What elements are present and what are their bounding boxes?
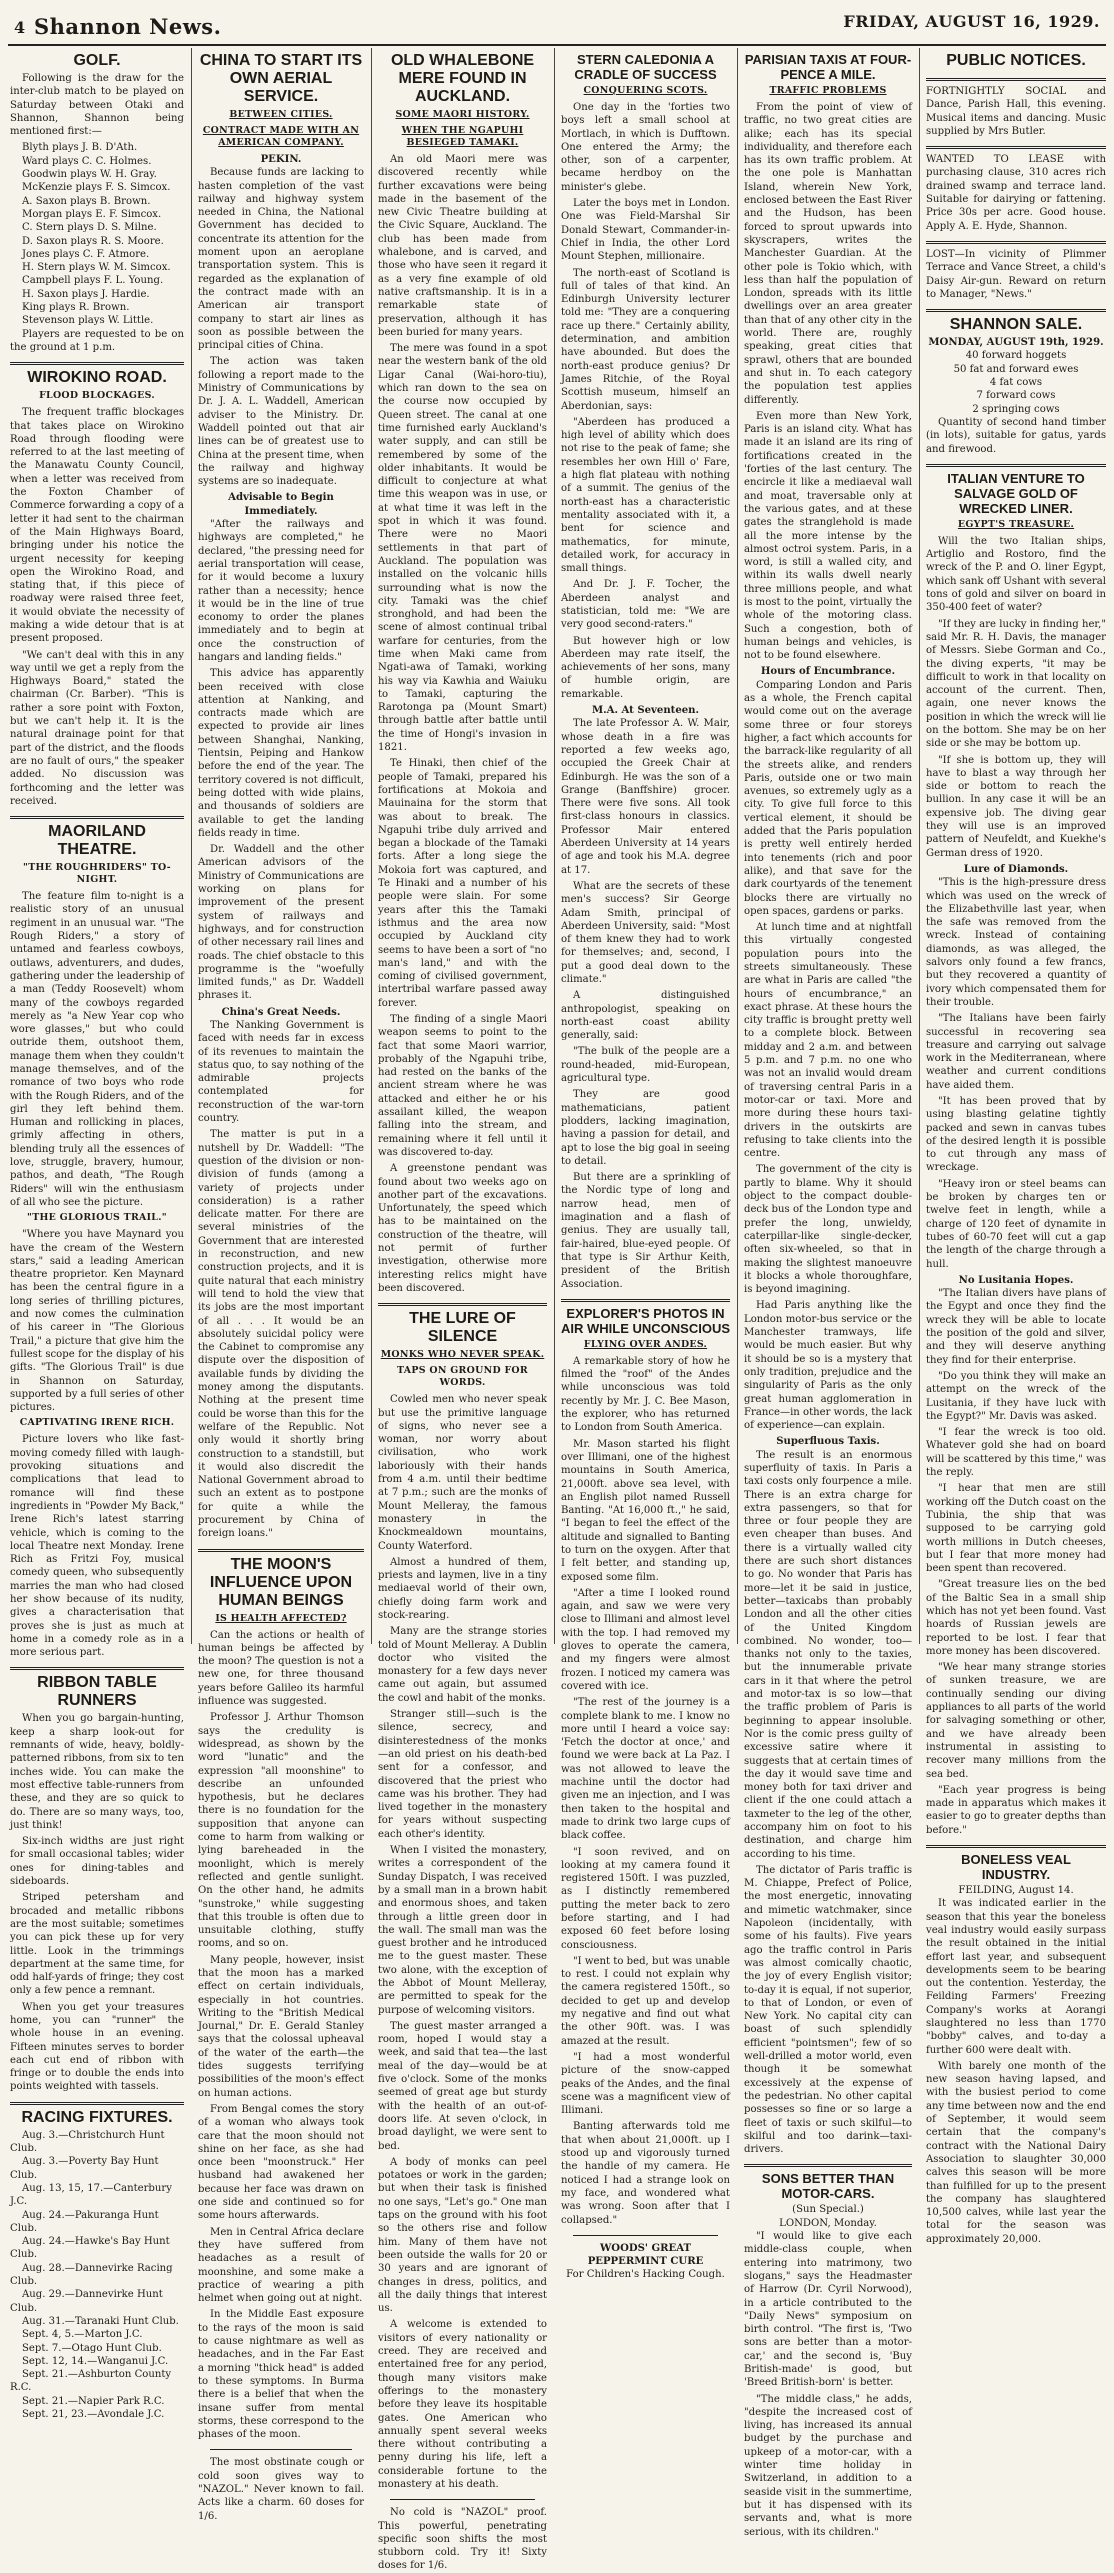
article-text: "It has been proved that by using blasting gelatine tightly packed and sewn in canvas tubes of the desired length it is possible to cut through any mass of wreckage. <box>926 1096 1106 1174</box>
article-text: "I fear the wreck is too old. Whatever gold she had on board will be scattered by this time," was the reply. <box>926 1427 1106 1479</box>
article-text: Te Hinaki, then chief of the people of Tamaki, prepared his fortifications at Mokoia and Mauinaina for the storm that was about to break. The Ngapuhi tribe duly arrived and began a blockade of the Tamaki forts. After a long siege the Mokoia fort was captured, and Te Hinaki and a number of his people were slain. For some years after this the Tamaki isthmus and the area now occupied by Auckland city seems to have been a sort of "no man's land," and with the coming of civilised government, intertribal warfare passed away forever. <box>378 758 547 1009</box>
masthead-rule <box>8 44 1106 46</box>
article-text: "I hear that men are still working off the Dutch coast on the Tubinia, the ship that was supposed to be carrying gold worth millions in Dutch cheeses, but I fear that more money had been spent than recovered. <box>926 1483 1106 1575</box>
subheading: CONTRACT MADE WITH AN AMERICAN COMPANY. <box>202 125 360 148</box>
article-text: Striped petersham and brocaded and metallic ribbons are the most suitable; sometimes you can pick these up for very little. Look in the trimmings department at the same time, for odd half-yards of fringe; they cost only a few pence a remnant. <box>10 1892 184 1997</box>
sale-date: MONDAY, AUGUST 19th, 1929. <box>928 337 1104 349</box>
article-text: The feature film to-night is a realistic story of an unusual regiment in an unusual war. "The Rough Riders," a story of untamed and fearless cowboys, outlaws, adventurers, and dudes, gathering under the leadership of a man (Teddy Roosevelt) whom many of the cowboys regarded merely as "a New Year cop who wore glasses," but who could outride them, outshoot them, manage them when they couldn't manage themselves, and of the romance of two boys who rode with the Rough Riders, and of the girl they left behind them. Human and rollicking in places, grimly affecting in others, blending truly all the essences of love, struggle, bravery, humour, pathos, and death, "The Rough Riders" will win the enthusiasm of all who see the picture. <box>10 891 184 1208</box>
headline: SONS BETTER THAN MOTOR-CARS. <box>761 2171 895 2202</box>
headline: OLD WHALEBONE MERE FOUND IN AUCKLAND. <box>390 52 535 105</box>
dateline: LONDON, Monday. <box>779 2217 877 2229</box>
column-rule <box>737 48 738 1644</box>
article-text: Later the boys met in London. One was Field-Marshal Sir Donald Stewart, Commander-in-Chief in India, the other Lord Mount Stephen, millionaire. <box>561 198 730 263</box>
article-lure-of-silence <box>378 1310 547 2491</box>
article-text: It was indicated earlier in the season that this year the boneless veal industry would easily surpass the result obtained in the initial effort last year, and subsequent developments seem to be bearing out the contention. Yesterday, the Feilding Farmers' Freezing Company's works at Aorangi slaughtered no less than 1770 "bobby" calves, and to-day a further 600 were dealt with. <box>926 1898 1106 2056</box>
article-text: This advice has apparently been received with close attention at Nanking, and contracts made which are expected to provide air lines between Shanghai, Nanking, Tientsin, Peiping and Hankow before the end of the year. The territory covered is not difficult, being dotted with wide plains, and thousands of soldiers are available to get the landing fields ready in time. <box>198 668 364 839</box>
column-5 <box>744 48 913 2538</box>
subheading: M.A. At Seventeen. <box>591 705 700 717</box>
racing-fixture: Aug. 3.—Poverty Bay Hunt Club. <box>10 2156 159 2181</box>
racing-fixture: Aug. 24.—Hawke's Bay Hunt Club. <box>10 2236 170 2261</box>
subheading: No Lusitania Hopes. <box>958 1274 1074 1286</box>
golf-pairing: A. Saxon plays B. Brown. <box>22 195 151 207</box>
section-rule <box>561 1299 730 1302</box>
page-number: 4 <box>14 18 26 37</box>
article-text: "I had a most wonderful picture of the snow-capped peaks of the Andes, and the final scene was a magnificent view of Illimani. <box>561 2051 730 2117</box>
racing-fixture: Sept. 21.—Ashburton County R.C. <box>10 2369 172 2394</box>
article-text: Many people, however, insist that the moon has a marked effect on certain individuals, especially in hot countries. Writing to the "British Medical Journal," Dr. E. Gerald Stanley says that the colossal upheaval of the water of the earth—the tides suggests terrifying possibilities of the moon's effect on human actions. <box>198 1954 364 2099</box>
article-whalebone-mere <box>378 52 547 1295</box>
racing-fixture: Aug. 24.—Pakuranga Hunt Club. <box>10 2209 159 2234</box>
article-text: "The Italians have been fairly successful in recovering sea treasure and carrying out salvage work in the Mediterranean, where weather and current conditions have aided them. <box>926 1013 1106 1091</box>
section-rule <box>378 1303 547 1306</box>
nazol-advertisement: No cold is "NAZOL" proof. This powerful, penetrating specific soon shifts the most stubborn cold. Try it! Sixty doses for 1/6. <box>378 2507 547 2572</box>
section-rule <box>744 2164 912 2167</box>
article-text: Quantity of second hand timber (in lots), suitable for gatus, yards and firewood. <box>926 416 1106 455</box>
article-text: "This is the high-pressure dress which was used on the wreck of the Elizabethville last year, when the safe was removed from the wreck. Instead of containing diamonds, as was alleged, the salvors only found a few francs, but they recovered a quantity of ivory which compensated them for their trouble. <box>926 877 1106 1008</box>
article-text: And Dr. J. F. Tocher, the Aberdeen analyst and statistician, told me: "We are very good second-raters." <box>561 579 730 631</box>
headline: BONELESS VEAL INDUSTRY. <box>961 1852 1071 1883</box>
article-golf <box>10 52 184 354</box>
article-text: "The rest of the journey is a complete blank to me. I know no more until I heard a voice say: 'Fetch the doctor at once,' and found we were back at La Paz. I was not allowed to leave the machine until the doctor had given me an injection, and I was then taken to the hospital and made to drink two large cups of black coffee. <box>561 1697 730 1842</box>
sale-item: 7 forward cows <box>976 390 1056 402</box>
section-rule <box>926 241 1106 244</box>
article-text: Many are the strange stories told of Mount Melleray. A Dublin doctor who visited the monastery for a few days never came out again, but assumed the cowl and habit of the monks. <box>378 1626 547 1704</box>
paper-name: Shannon News. <box>34 14 222 39</box>
column-1 <box>10 48 184 2421</box>
headline: ITALIAN VENTURE TO SALVAGE GOLD OF WRECKED LINER. <box>947 470 1085 516</box>
article-maoriland-theatre <box>10 823 184 1659</box>
section-rule <box>926 309 1106 312</box>
headline: PUBLIC NOTICES. <box>946 52 1086 69</box>
source-line: (Sun Special.) <box>792 2204 864 2216</box>
article-text: What are the secrets of these men's success? Sir George Adam Smith, principal of Aberdeen University, said: "Most of them knew they had to work for themselves; and, second, I put a good deal down to the climate." <box>561 880 730 985</box>
article-text: The dictator of Paris traffic is M. Chiappe, Prefect of Police, the most energetic, innovating and mimetic watchmaker, since Napoleon (incidentally, with some of his faults). Five years ago the traffic control in Paris was almost comically chaotic, the joy of every English visitor; to-day it is equal, if not superior, to that of London, or even of New York. No capital city can boast of such splendidly efficient "pointsmen"; few of so well-drilled a motor world, even though it be somewhat excessively at the expense of the pedestrian. No other capital possesses so fine or so large a fleet of taxis or such skilful—to skilful and too darink—taxi-drivers. <box>744 1864 912 2156</box>
article-text: "After the railways and highways are completed," he declared, "the pressing need for aerial transportation will cease, for it would become a luxury rather than a necessity; hence it would be in the line of true economy to order the planes immediately and to begin at once the construction of hangars and landing fields." <box>198 519 364 663</box>
headline: EXPLORER'S PHOTOS IN AIR WHILE UNCONSCIOUS <box>561 1305 730 1336</box>
sale-item: 40 forward hoggets <box>965 350 1067 362</box>
article-text: Cowled men who never speak but use the primitive language of signs, who never see a woman, nor worry about civilisation, who work laboriously with their hands from 4 a.m. until their bedtime at 7 p.m.; such are the monks of Mount Melleray, the famous monastery in the Knockmealdown mountains, County Waterford. <box>378 1394 547 1552</box>
article-text: The late Professor A. W. Mair, whose death in a fire was reported a few weeks ago, occupied the Greek Chair at Edinburgh. He was the son of a Grange (Banffshire) grocer. There were five sons. All took first-class honours in classics. Professor Mair entered Aberdeen University at 14 years of age and took his M.A. degree at 17. <box>561 718 730 876</box>
golf-pairing: D. Saxon plays R. S. Moore. <box>22 235 164 247</box>
column-2 <box>198 48 364 2522</box>
subheading: FLYING OVER ANDES. <box>583 1338 708 1350</box>
article-text: Dr. Waddell and the other American advisors of the Ministry of Communications are working on plans for improvement of the present system of railways and highways, and for construction of other necessary rail lines and roads. The chief obstacle to this programme is the "woefully limited funds," as Dr. Waddell phrases it. <box>198 844 364 1002</box>
racing-fixture: Sept. 4, 5.—Marton J.C. <box>22 2329 143 2341</box>
article-text: The mere was found in a spot near the western bank of the old Ligar Canal (Wai-horo-tiu), which ran down to the sea on the course now occupied by Queen street. The canal at one time furnished early Auckland's water supply, and can still be remembered by some of the older inhabitants. It would be difficult to conjecture at what time this weapon was in use, or at what time it was left in the spot in which it was found. There were no Maori settlements in that part of Auckland. The population was installed on the volcanic hills surrounding what is now the city. Tamaki was the chief stronghold, and had been the scene of almost continual tribal warfare for centuries, from the time when Maki came from Ngati-awa of Tamaki, working his way via Kawhia and Waiuku to Tamaki, capturing the Rarotonga pa (Mount Smart) through battle after battle until the time of Hongi's invasion in 1821. <box>378 343 547 754</box>
subheading: TAPS ON GROUND FOR WORDS. <box>397 1365 528 1389</box>
column-4 <box>561 48 730 2281</box>
article-text: Comparing London and Paris as a whole, the French capital would come out on the average some three or four storeys higher, a fact which accounts for the barrack-like regularity of all the streets alike, and renders Paris, outside one or two main avenues, so extremely ugly as a city. To give full force to this vertical element, it should be added that the Paris population is pretty well entirely herded into tenements (rich and poor alike), and that save for the dark courtyards of the tenement blocks there are virtually no open spaces, gardens or parks. <box>744 679 912 917</box>
section-rule <box>926 78 1106 81</box>
article-text: But however high or low Aberdeen may rate itself, the achievements of her sons, many of humble origin, are remarkable. <box>561 635 730 700</box>
nazol-advertisement: The most obstinate cough or cold soon gives way to "NAZOL." Never known to fail. Acts like a charm. 60 doses for 1/6. <box>198 2457 364 2522</box>
article-text: The finding of a single Maori weapon seems to point to the fact that some Maori warrior, probably of the Ngapuhi tribe, had rested on the banks of the ancient stream where he was attacked and either he or his assailant killed, the weapon falling into the stream, and remaining where it fell until it was discovered to-day. <box>378 1014 547 1158</box>
racing-fixture: Aug. 29.—Dannevirke Hunt Club. <box>10 2289 163 2314</box>
golf-pairing: Campbell plays F. L. Young. <box>22 275 164 287</box>
subheading: IS HEALTH AFFECTED? <box>215 1612 347 1624</box>
article-ribbon-runners <box>10 1674 184 2093</box>
article-text: A remarkable story of how he filmed the "roof" of the Andes while unconscious was told recently by Mr. J. C. Bee Mason, the explorer, who has returned to London from South America. <box>561 1355 730 1434</box>
section-rule <box>10 1667 184 1670</box>
article-text: An old Maori mere was discovered recently while further excavations were being made in the basement of the new Civic Theatre building at the Civic Square, Auckland. The club has been made from whalebone, and is carved, and those who have seen it regard it as a very fine example of old native craftsmanship. It is in a remarkable state of preservation, although it has been buried for many years. <box>378 154 547 338</box>
article-text: "The bulk of the people are a round-headed, mid-European, agricultural type. <box>561 1046 730 1085</box>
column-rule <box>371 48 372 1644</box>
section-rule <box>573 2235 718 2236</box>
section-rule <box>10 816 184 819</box>
article-text: Six-inch widths are just right for small occasional tables; wider ones for dining-tables and sideboards. <box>10 1836 184 1888</box>
article-text: But there are a sprinkling of the Nordic type of long and narrow head, men of imagination and a flash of genius. They are usually tall, fair-haired, blue-eyed people. Of that type is Sir Arthur Keith, president of the British Association. <box>561 1172 730 1290</box>
article-text: When you go bargain-hunting, keep a sharp look-out for remnants of wide, heavy, boldly-patterned ribbons, from six to ten inches wide. You can make the most effective table-runners from these, and they are so quick to do. There are so many ways, too, just think! <box>10 1713 184 1831</box>
golf-pairing: Jones plays C. F. Atmore. <box>22 248 150 260</box>
article-wirokino <box>10 369 184 808</box>
racing-fixture: Sept. 12, 14.—Wanganui J.C. <box>22 2355 169 2367</box>
subheading: BETWEEN CITIES. <box>229 109 333 120</box>
golf-draw-list <box>10 141 184 327</box>
section-rule <box>10 2102 184 2105</box>
dateline: PEKIN. <box>260 154 302 165</box>
dateline: FEILDING, August 14. <box>958 1885 1074 1897</box>
article-text: Will the two Italian ships, Artiglio and Rostoro, find the wreck of the P. and O. liner Egypt, which sank off Ushant with several tons of gold and silver on board in 350-400 feet of water? <box>926 535 1106 614</box>
golf-pairing: C. Stern plays D. S. Milne. <box>22 222 157 234</box>
racing-fixture: Aug. 13, 15, 17.—Canterbury J.C. <box>10 2182 172 2208</box>
article-text: Banting afterwards told me that when about 21,000ft. up I stood up and vigorously turned the handle of my camera. He noticed I had a strange look on my face, and wondered what was wrong. Soon after that I collapsed." <box>561 2121 730 2226</box>
headline: MAORILAND THEATRE. <box>48 823 146 859</box>
article-text: Even more than New York, Paris is an island city. What has made it an island are its ring of fortifications created in the 'forties of the last century. The encircle it like a mediaeval wall and moat, traversable only at the various gates, and at these gates the stranglehold is made all the more intense by the almost octroi system. Paris, in a word, is still a walled city, and within its walls dwell nearly three millions people, and what is most to the point, virtually the whole of the motoring class. Such a congestion, both of human beings and vehicles, is not to be found elsewhere. <box>744 410 912 662</box>
headline: THE LURE OF SILENCE <box>409 1310 516 1346</box>
article-text: Following is the draw for the inter-club match to be played on Saturday between Otaki and Shannon, Shannon being mentioned first:— <box>10 73 184 138</box>
golf-pairing: Stevenson plays W. Little. <box>22 315 154 327</box>
subheading: FLOOD BLOCKAGES. <box>39 390 155 402</box>
golf-pairing: Ward plays C. C. Holmes. <box>22 155 152 167</box>
golf-pairing: Blyth plays J. B. D'Ath. <box>22 142 138 154</box>
article-text: "We can't deal with this in any way until we get a reply from the Highways Board," stated the chairman (Cr. Barber). "This is rather a sore point with Foxton, but we can't help it. It is the natural drainage point for that part of the district, and the floods are no fault of ours," the speaker added. No discussion was forthcoming and the letter was received. <box>10 649 184 807</box>
racing-fixture: Aug. 3.—Christchurch Hunt Club. <box>10 2129 165 2155</box>
article-text: One day in the 'forties two boys left a small school at Mortlach, in which is Dufftown. One entered the Army; the other, son of a carpenter, became herdboy on the minister's glebe. <box>561 102 730 193</box>
notice-social: FORTNIGHTLY SOCIAL and Dance, Parish Hall, this evening. Musical items and dancing. Music supplied by Mrs Butler. <box>926 86 1106 137</box>
column-rule <box>919 48 920 1644</box>
subheading: SOME MAORI HISTORY. <box>395 109 530 120</box>
column-3 <box>378 48 547 2572</box>
racing-fixture: Sept. 21, 23.—Avondale J.C. <box>22 2409 165 2421</box>
column-rule <box>191 48 192 1644</box>
public-notices <box>926 52 1106 301</box>
subheading: "THE ROUGHRIDERS" TO-NIGHT. <box>23 862 171 886</box>
subheading: WHEN THE NGAPUHI BESIEGED TAMAKI. <box>401 125 524 148</box>
article-text: Stranger still—such is the silence, secrecy, and disinterestedness of the monks—an old priest on his death-bed sent for a confessor, and discovered that the priest who came was his brother. They had lived together in the monastery for years without suspecting each other's identity. <box>378 1709 547 1840</box>
headline: THE MOON'S INFLUENCE UPON HUMAN BEINGS <box>209 1555 353 1609</box>
notice-wanted-to-lease: WANTED TO LEASE with purchasing clause, 310 acres rich drained swamp and terrace land. Suitable for dairying or fattening. Price 30s per acre. Good house. Apply A. E. Hyde, Shannon. <box>926 154 1106 232</box>
headline: RACING FIXTURES. <box>21 2108 173 2126</box>
subheading: "THE GLORIOUS TRAIL." <box>27 1212 167 1224</box>
article-explorer-photos <box>561 1306 730 2227</box>
article-text: Had Paris anything like the London motor-bus service or the Manchester tramways, life would be much easier. But why it should be so is a mystery that only tradition, prejudice and the singularity of Paris as the only great human agglomeration in France—in other words, the lack of experience—can explain. <box>744 1300 913 1432</box>
sale-item: 4 fat cows <box>989 377 1043 389</box>
article-text: In the Middle East exposure to the rays of the moon is said to cause nightmare as well as headaches, and in the Far East a morning "thick head" is added to these symptoms. In Burma there is a belief that when the insane suffer from mental storms, these correspond to the phases of the moon. <box>198 2309 364 2441</box>
article-text: From Bengal comes the story of a woman who always took care that the moon should not shine on her face, as she had once been "moonstruck." Her husband had awakened her because her face was drawn on one side and continued so for some hours afterwards. <box>198 2103 364 2222</box>
article-text: "I went to bed, but was unable to rest. I could not explain why the camera registered 150ft., so decided to get up and develop my negative and find out what the other 90ft. was. I was amazed at the result. <box>561 1955 730 2047</box>
section-rule <box>390 2499 535 2500</box>
column-rule <box>554 48 555 1644</box>
notice-lost-airgun: LOST—In vicinity of Plimmer Terrace and Vance Street, a child's Daisy Air-gun. Reward on return to Manager, "News." <box>926 248 1106 300</box>
article-text: When you get your treasures home, you can "runner" the whole house in an evening. Fifteen minutes serves to border each cut end of ribbon with fringe or to double the ends into points weighted with tassels. <box>10 2001 184 2093</box>
article-racing-fixtures <box>10 2109 184 2422</box>
racing-fixture: Sept. 7.—Otago Hunt Club. <box>22 2342 162 2354</box>
article-text: At lunch time and at nightfall this virtually congested population pours into the streets simultaneously. These are what in Paris are called "the hours of encumbrance," an exact phrase. At these hours the city traffic is brought pretty well to a complete block. Between midday and 2 a.m. and between 5 p.m. and 7 p.m. no one who was not an invalid would dream of traversing central Paris in a motor-car or taxi. More and more during these hours taxi-drivers in the outskirts are refusing to take clients into the centre. <box>744 922 912 1160</box>
golf-pairing: McKenzie plays F. S. Simcox. <box>22 182 171 194</box>
article-text: A body of monks can peel potatoes or work in the garden; but when their task is finished no one says, "Let's go." One man taps on the ground with his foot so the others rise and follow him. Many of them have not been outside the walls for 20 or 30 years and are ignorant of changes in dress, politics, and all the daily things that interest us. <box>378 2156 547 2315</box>
golf-pairing: Morgan plays E. F. Simcox. <box>22 208 162 220</box>
article-moon-influence <box>198 1556 364 2442</box>
golf-pairing: H. Stern plays W. M. Simcox. <box>22 262 171 274</box>
article-text: Mr. Mason started his flight over Illimani, one of the highest mountains in South America, 21,000ft. above sea level, with an English pilot named Russell Banting. "At 16,000 ft.," he said, "I began to feel the effect of the altitude and signalled to Banting to turn on the oxygen. After that I felt better, and standing up, exposed some film. <box>561 1438 730 1583</box>
article-boneless-veal <box>926 1852 1106 2246</box>
article-text: The action was taken following a report made to the Ministry of Communications by Dr. J. A. L. Waddell, American adviser to the Ministry. Dr. Waddell pointed out that air lines can be of greatest use to China at the present time, when the railway and highway systems are so inadequate. <box>198 356 364 488</box>
article-text: "Do you think they will make an attempt on the wreck of the Lusitania, if they have luck with the Egypt?" Mr. Davis was asked. <box>926 1370 1106 1422</box>
article-text: From the point of view of traffic, no two great cities are alike; each has its special individuality, and therefore each has its own traffic problem. At the one pole is Manhattan Island, wherein New York, enclosed between the East River and the Hudson, has been forced to sprout upwards into skyscrapers, writes the Manchester Guardian. At the other pole is Tokio which, with less than half the population of London, spreads with its little dwellings over an area greater than that of any other city in the world. There are, roughly speaking, great cities that sprawl, others that are bounded and shut in. To each category the population test applies differently. <box>744 102 912 406</box>
article-text: "Aberdeen has produced a high level of ability which does not rise to the peak of fame; she resembles her own Hill o' Fare, a high flat plateau with nothing of a summit. The genius of the north-east has a characteristic mentality associated with it, a bent for science and mathematics, for minute, detailed work, for accuracy in small things. <box>561 416 730 575</box>
golf-pairing: H. Saxon plays J. Hardie. <box>22 288 150 300</box>
article-text: "If she is bottom up, they will have to blast a way through her side or bottom to reach the bullion. In any case it will be an expensive job. The diving gear they will use is an improved pattern of Neufeldt, and Kuekhe's German dress of 1920. <box>926 754 1106 859</box>
headline: PARISIAN TAXIS AT FOUR-PENCE A MILE. <box>744 52 912 82</box>
article-italian-venture <box>926 471 1106 1837</box>
headline: GOLF. <box>73 52 121 69</box>
masthead <box>0 4 1114 44</box>
article-text: "Each year progress is being made in apparatus which makes it easier to go to greater depths than before." <box>926 1784 1106 1836</box>
article-text: Can the actions or health of human beings be affected by the moon? The question is not a new one, for three thousand years before Galileo its harmful influence was suggested. <box>198 1629 364 1708</box>
subheading: TRAFFIC PROBLEMS <box>769 85 887 96</box>
article-text: Professor J. Arthur Thomson says the credulity is widespread, as shown by the word "lunatic" and the expression "all moonshine" to describe an unfounded hypothesis, but he declares there is no foundation for the supposition that anyone can come to harm from walking or lying bareheaded in the moonlight, which is merely reflected and gentle sunlight. On the other hand, he admits "sunstroke," while suggesting that this trouble is often due to unsuitable clothing, stuffy rooms, and so on. <box>198 1712 364 1950</box>
section-rule <box>926 464 1106 467</box>
subheading: MONKS WHO NEVER SPEAK. <box>380 1349 545 1361</box>
article-text: Almost a hundred of them, priests and laymen, live in a tiny mediaeval world of their own, chiefly doing farm work and stock-rearing. <box>378 1556 547 1621</box>
peppermint-cure-tagline: For Children's Hacking Cough. <box>566 2269 725 2281</box>
subheading: CAPTIVATING IRENE RICH. <box>19 1417 175 1429</box>
subheading: China's Great Needs. <box>221 1006 341 1018</box>
peppermint-cure-advertisement: WOODS' GREAT PEPPERMINT CURE <box>587 2242 704 2268</box>
article-sons-better-than-motor-cars <box>744 2171 912 2538</box>
article-text: "Great treasure lies on the bed of the Baltic Sea in a small ship which has not yet been found. Vast hoards of Russian jewels are reported to be lost. I fear that more money has been discovered. <box>926 1579 1106 1657</box>
article-text: They are good mathematicians, patient plodders, lacking imagination, having a passion for detail, and apt to lose the big goal in seeing to detail. <box>561 1089 730 1167</box>
article-text: "I would like to give each middle-class couple, when entering into matrimony, two slogans," says the Headmaster of Harrow (Dr. Cyril Norwood), in a article contributed to the "Daily News" symposium on birth control. "The first is, 'Two sons are better than a motor-car,' and the second is, 'Buy British-made' is good, but 'Breed British-born' is better. <box>744 2231 912 2389</box>
racing-fixture: Sept. 21.—Napier Park R.C. <box>22 2395 165 2407</box>
subheading: EGYPT'S TREASURE. <box>957 518 1075 530</box>
sale-item: 2 springing cows <box>972 403 1060 415</box>
sale-item-list <box>926 349 1106 415</box>
headline: RIBBON TABLE RUNNERS <box>37 1674 157 1710</box>
article-text: "After a time I looked round again, and saw we were very close to Illimani and almost level with the top. I had removed my gloves to operate the camera, and my fingers were almost frozen. I noticed my camera was covered with ice. <box>561 1587 730 1692</box>
article-text: A welcome is extended to visitors of every nationality or creed. They are received and entertained free for any period, though many visitors make offerings to the monastery before they leave its hospitable gates. One American who annually spent several weeks there without contributing a penny during his life, left a considerable fortune to the monastery at his death. <box>378 2319 547 2490</box>
article-text: Because funds are lacking to hasten completion of the vast railway and highway system needed in China, the National Government has decided to concentrate its attention for the moment upon an aeroplane transportation system. This is regarded as the explanation of the contract made with an American air transport company to start air lines as soon as possible between the principal cities of China. <box>198 167 364 352</box>
section-rule <box>926 1845 1106 1848</box>
article-text: A greenstone pendant was found about two weeks ago on another part of the excavations. Unfortunately, the speed which has to be maintained on the construction of the theatre, will not permit of further investigation, otherwise more interesting relics might have been discovered. <box>378 1163 547 1294</box>
section-rule <box>10 362 184 365</box>
subheading: Advisable to Begin Immediately. <box>228 492 334 517</box>
article-text: "I soon revived, and on looking at my camera found it registered 150ft. I was puzzled, as I distinctly remembered putting the meter back to zero before starting, and I had exposed 60 feet before losing consciousness. <box>561 1846 730 1951</box>
article-china-aerial <box>198 52 364 1541</box>
article-text: "We hear many strange stories of sunken treasure, we are continually sending our diving appliances to all parts of the world for salvaging something or other, and we have already been instrumental in assisting to recover many millions from the sea bed. <box>926 1662 1106 1780</box>
article-text: A distinguished anthropologist, speaking on north-east coast ability generally, said: <box>561 990 730 1042</box>
golf-pairing: King plays R. Brown. <box>22 302 130 314</box>
article-text: The matter is put in a nutshell by Dr. Waddell: "The question of the division or non-division of funds (among a variety of projects under consideration) is a rather delicate matter. For there are several ministries of the Government that are interested in reconstruction, and new construction projects, and it is quite natural that each ministry will tend to hold the view that its jobs are the most important of all . . . It would be an absolutely suicidal policy were the Cabinet to compromise any dispute over the disposition of available funds by dividing the money among the disputants. Nothing at the present time could be worse than this for the welfare of the Republic. Not only would it shortly bring construction to a standstill, but it would also discredit the National Government abroad to such an extent as to postpone for quite a while the procurement by China of foreign loans." <box>198 1129 364 1540</box>
headline: WIROKINO ROAD. <box>27 369 167 387</box>
issue-date: FRIDAY, AUGUST 16, 1929. <box>843 12 1100 31</box>
article-text: "Heavy iron or steel beams can be broken by charges ten or twelve feet in length, while a charge of 120 feet of dynamite in tubes of 60-70 feet will cut a gap the length of the charge through a hull. <box>926 1178 1106 1270</box>
article-text: "The Italian divers have plans of the Egypt and once they find the wreck they will be able to locate the position of the gold and silver, and they will deserve anything they find for their enterprise. <box>926 1288 1106 1366</box>
headline: SHANNON SALE. <box>949 316 1083 334</box>
article-text: The result is an enormous superfluity of taxis. In Paris a taxi costs only fourpence a mile. There is an extra charge for extra passengers, so that for three or four people they are even cheaper than buses. And there is a virtually walled city there are such short distances to go. No wonder that Paris has more—let it be said in justice, better—taxicabs than probably London and all the other cities of the United Kingdom combined. No wonder, too—thanks not only to the taxies, but the innumerable private cars in it that where the petrol and motor-tax is so low—that the traffic problem of Paris is beginning to appear insoluble. Nor is the comic press guilty of excessive satire where it suggests that at certain times of the day it would save time and money both for taxi driver and client if the one could attach a taxmeter to the leg of the other, accompany him on foot to his destination, and charge him according to his time. <box>744 1449 912 1860</box>
subheading: CONQUERING SCOTS. <box>583 85 708 96</box>
article-text: "Where you have Maynard you have the cream of the Western stars," said a leading American theatre proprietor. Ken Maynard has been the central figure in a long series of thrilling pictures, and now comes the culmination of his career in "The Glorious Trail," a picture that give him the fullest scope for the display of his gifts. "The Glorious Trail" is due in Shannon on Saturday, supported by a full series of other pictures. <box>10 1229 184 1414</box>
article-text: The government of the city is partly to blame. Why it should object to the compact double-deck bus of the London type and prefer the long, unwieldy, caterpillar-like single-decker, often six-wheeled, so that in making the slightest manoeuvre it blocks a whole thoroughfare, is beyond imagining. <box>744 1164 912 1296</box>
article-text: Men in Central Africa declare they have suffered from headaches as a result of moonshine, and some make a practice of wearing a pith helmet when going out at night. <box>198 2226 364 2305</box>
article-text: Picture lovers who like fast-moving comedy filled with laugh-provoking situations and complications that lead to romance will find these ingredients in "Powder My Back," Irene Rich's latest starring vehicle, which is coming to the local Theatre next Monday. Irene Rich as Fritzi Foy, musical comedy queen, who subsequently marries the man who had closed her show because of its nudity, gives a characterisation that proves she is just as much at home in a comedy role as in a more serious part. <box>10 1434 184 1659</box>
shannon-sale <box>926 316 1106 456</box>
article-text: "The middle class," he adds, "despite the increased cost of living, has increased its annual budget by the purchase and upkeep of a motor-car, with a winter time holiday in Switzerland, in addition to a seaside visit in the summertime, but it has dispensed with its servants and, what is more serious, with its children." <box>744 2393 912 2538</box>
section-rule <box>926 146 1106 149</box>
column-6 <box>926 48 1106 2245</box>
sale-item: 50 fat and forward ewes <box>953 363 1079 375</box>
section-rule <box>210 2449 352 2450</box>
section-rule <box>198 1549 364 1552</box>
article-text: The north-east of Scotland is full of tales of that kind. An Edinburgh University lecturer told me: "They are a conquering race up there." Certainly ability, determination, and ambition have abounded. But does the north-east produce genius? Dr James Ritchie, of the Royal Scottish museum, himself an Aberdonian, says: <box>561 267 730 412</box>
headline: STERN CALEDONIA A CRADLE OF SUCCESS <box>574 52 717 82</box>
golf-pairing: Goodwin plays W. H. Gray. <box>22 169 157 181</box>
subheading: Lure of Diamonds. <box>963 863 1069 875</box>
headline: CHINA TO START ITS OWN AERIAL SERVICE. <box>199 52 363 105</box>
article-text: Players are requested to be on the ground at 1 p.m. <box>10 328 184 353</box>
racing-fixture-list <box>10 2129 184 2422</box>
article-parisian-taxis <box>744 52 912 2156</box>
racing-fixture: Aug. 31.—Taranaki Hunt Club. <box>22 2315 179 2327</box>
article-text: With barely one month of the new season having lapsed, and with the busiest period to come any time between now and the end of September, it would seem certain that the company's contract with the National Dairy Association to slaughter 30,000 calves this season will be more than fulfilled for up to the present the company has slaughtered 10,500 calves, while last year the total for the season was approximately 20,000. <box>926 2060 1106 2245</box>
article-stern-caledonia <box>561 52 730 1291</box>
article-text: The frequent traffic blockages that takes place on Wirokino Road through flooding were referred to at the last meeting of the Manawatu County Council, when a letter was received from the Foxton Chamber of Commerce forwarding a copy of a letter it had sent to the chairman of the Main Highways Board, bringing under his notice the urgent necessity for keeping open the Wirokino Road, and stating that, if this piece of roadway were raised three feet, it would obviate the necessity of making a wide detour that is at present proposed. <box>10 407 184 645</box>
article-text: The Nanking Government is faced with needs far in excess of its revenues to maintain the status quo, to say nothing of the admirable projects contemplated for reconstruction of the war-torn country. <box>198 1020 364 1125</box>
subheading: Superfluous Taxis. <box>776 1436 880 1448</box>
article-text: "If they are lucky in finding her," said Mr. R. H. Davis, the manager of Messrs. Siebe Gorman and Co., the diving experts, "it may be difficult to work in that locality on account of the current. Then, again, one never knows the position in which the wreck will lie on the bottom. She may be on her side or she may be bottom up. <box>926 618 1106 750</box>
article-text: When I visited the monastery, writes a correspondent of the Sunday Dispatch, I was received by a small man in a brown habit and enormous shoes, and taken through a little green door in the wall. The small man was the guest brother and he introduced me to the guest master. These two alone, with the exception of the Abbot of Mount Melleray, are permitted to speak for the purpose of welcoming visitors. <box>378 1845 547 2016</box>
subheading: Hours of Encumbrance. <box>760 666 896 678</box>
racing-fixture: Aug. 28.—Dannevirke Racing Club. <box>10 2262 173 2288</box>
article-text: The guest master arranged a room, hoped I would stay a week, and said that tea—the last meal of the day—would be at five o'clock. Some of the monks seemed of great age but sturdy with the health of an out-of-doors life. At seven o'clock, in broad daylight, we were sent to bed. <box>378 2020 547 2152</box>
